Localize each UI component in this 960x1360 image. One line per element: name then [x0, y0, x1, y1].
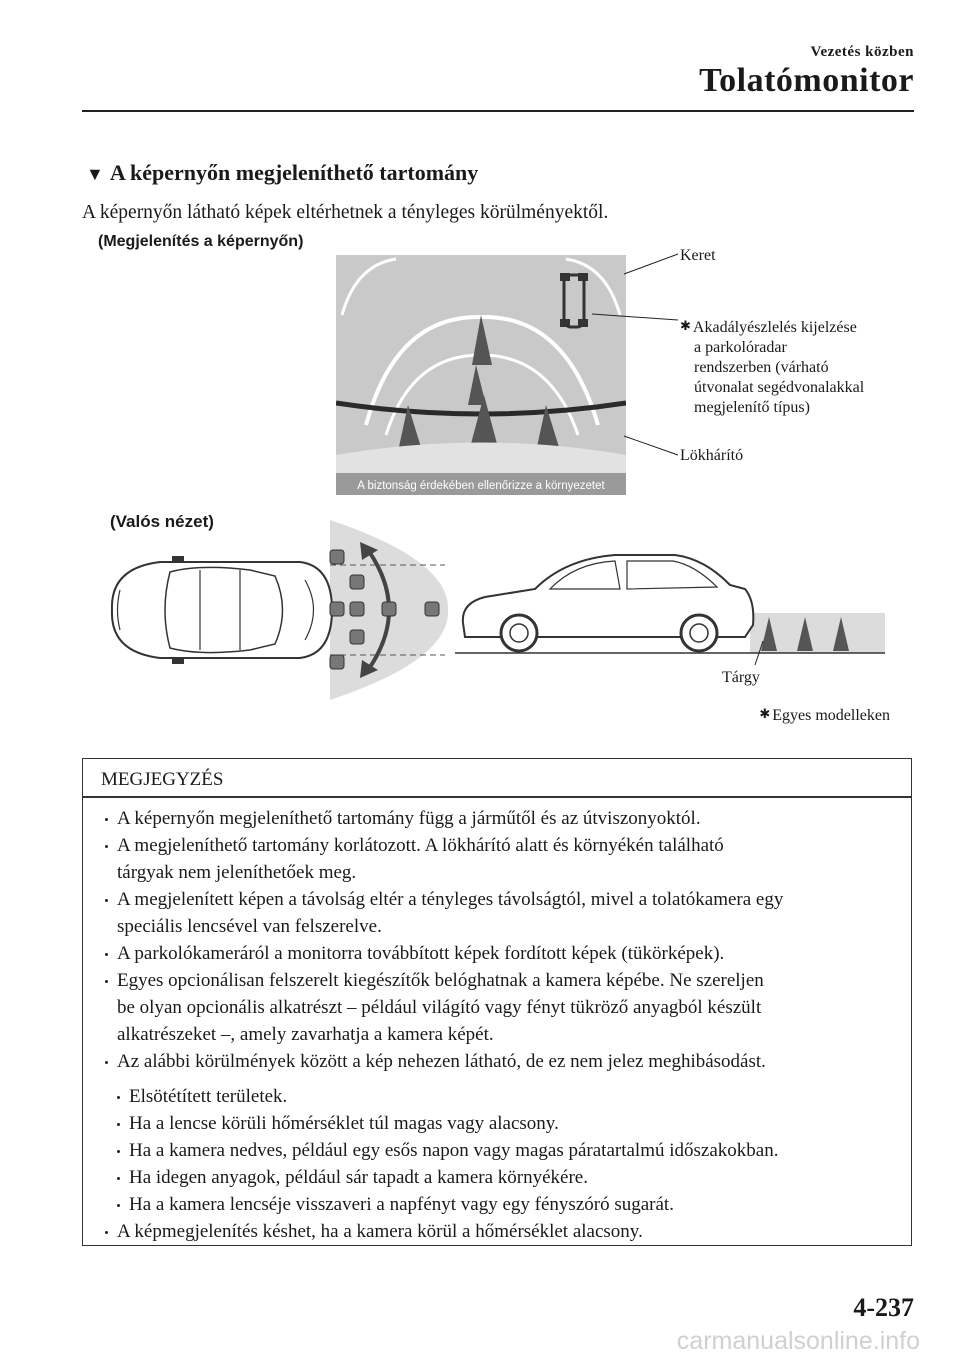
callout-leaders: [580, 250, 680, 470]
note-item-line: Egyes opcionálisan felszerelt kiegészítők belóghatnak a kamera képébe. Ne szereljen: [117, 970, 764, 991]
cone-top: [330, 550, 344, 564]
car-top-body: [112, 562, 332, 658]
page-number: 4-237: [853, 1293, 914, 1322]
leader-bumper: [624, 436, 678, 455]
note-item-line: Ha a lencse körüli hőmérséklet túl magas vagy alacsony.: [129, 1113, 559, 1134]
rear-wheel: [681, 615, 717, 651]
callout-sensor-line-1: Akadályészlelés kijelzése: [692, 319, 857, 336]
section-heading: [86, 160, 478, 186]
note-item-line: A képmegjelenítés késhet, ha a kamera körül a hőmérséklet alacsony.: [117, 1221, 643, 1242]
header-rule: [82, 110, 914, 112]
callout-sensor-line-5: megjelenítő típus): [694, 399, 810, 416]
note-item-line: A megjelenített képen a távolság eltér a tényleges távolságtól, mivel a tolatókamera egy: [117, 889, 784, 910]
real-view-label: (Valós nézet): [110, 512, 214, 531]
intro-text: A képernyőn látható képek eltérhetnek a tényleges körülményektől.: [82, 202, 609, 223]
note-item-line: Ha a kamera lencséje visszaveri a napfényt vagy egy fényszóró sugarát.: [129, 1194, 674, 1215]
footnote-text: Egyes modelleken: [772, 707, 890, 724]
page-title: Tolatómonitor: [699, 62, 914, 99]
note-item: [83, 1048, 901, 1075]
note-item: [83, 1164, 901, 1191]
screen-banner: A biztonság érdekében ellenőrizze a környezetet: [357, 480, 605, 492]
top-view-illustration: [100, 520, 450, 700]
callout-sensor-line-3: rendszerben (várható: [694, 359, 829, 376]
watermark: carmanualsonline.info: [676, 1327, 920, 1355]
note-item-line: A parkolókameráról a monitorra továbbított képek fordított képek (tükörképek).: [117, 943, 725, 964]
note-item-line: A képernyőn megjeleníthető tartomány függ a járműtől és az útviszonyoktól.: [117, 808, 701, 829]
note-item-line: A megjeleníthető tartomány korlátozott. A lökhárító alatt és környékén található: [117, 835, 724, 856]
note-item-line: alkatrészeket –, amely zavarhatja a kamera képét.: [117, 1024, 494, 1045]
front-wheel: [501, 615, 537, 651]
leader-sensor: [592, 314, 678, 320]
footnote: [759, 706, 890, 725]
note-item-line: Elsötétített területek.: [129, 1086, 288, 1107]
note-item-line: Ha idegen anyagok, például sár tapadt a kamera környékére.: [129, 1167, 588, 1188]
note-list: [83, 805, 901, 1245]
chapter-title: Vezetés közben: [810, 44, 914, 60]
note-item: [83, 805, 901, 832]
note-box: [82, 758, 912, 1246]
note-item: [83, 1110, 901, 1137]
note-item: [83, 940, 901, 967]
note-item: [83, 832, 901, 886]
callout-sensor-line-4: útvonalat segédvonalakkal: [694, 379, 865, 396]
note-item: [83, 1218, 901, 1245]
note-title: MEGJEGYZÉS: [101, 769, 224, 790]
note-item: [83, 967, 901, 1048]
note-item-line: Ha a kamera nedves, például egy esős napon vagy magas páratartalmú időszakokban.: [129, 1140, 779, 1161]
note-item: [83, 1191, 901, 1218]
callout-bumper: Lökhárító: [680, 447, 744, 464]
section-heading-text: A képernyőn megjeleníthető tartomány: [109, 160, 479, 185]
note-item-line: speciális lencsével van felszerelve.: [117, 916, 382, 937]
note-item-line: Az alábbi körülmények között a kép nehezen látható, de ez nem jelez meghibásodást.: [117, 1051, 766, 1072]
note-item-line: tárgyak nem jeleníthetőek meg.: [117, 862, 357, 883]
triangle-marker-icon: ▼: [86, 164, 104, 184]
asterisk-icon: ✱: [680, 318, 691, 333]
side-view-illustration: [455, 545, 885, 675]
note-item: [83, 1137, 901, 1164]
leader-frame: [624, 254, 678, 274]
note-item: [83, 1083, 901, 1110]
note-item-line: be olyan opcionális alkatrészt – például világító vagy fényt tükröző anyagból készült: [117, 997, 762, 1018]
note-rule: [83, 796, 911, 798]
screen-view-label: (Megjelenítés a képernyőn): [98, 233, 304, 250]
callout-object: Tárgy: [722, 669, 760, 686]
callout-frame: Keret: [680, 247, 716, 264]
callout-sensor-line-2: a parkolóradar: [694, 339, 787, 356]
asterisk-icon: ✱: [759, 706, 771, 721]
callout-sensor: [680, 316, 864, 418]
note-item: [83, 886, 901, 940]
